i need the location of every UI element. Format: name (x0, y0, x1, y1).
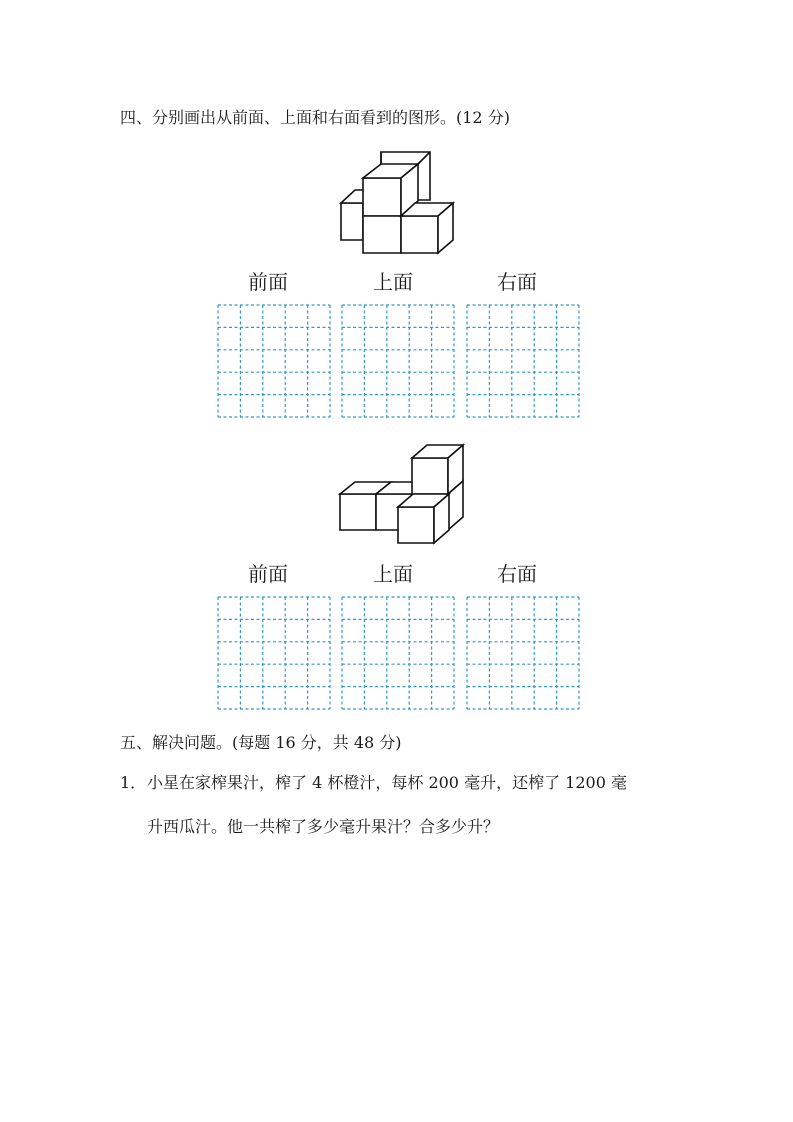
fig1-right-label: 右面 (497, 270, 537, 294)
fig2-cube-middle (376, 482, 427, 530)
fig1-right-grid[interactable] (467, 305, 579, 417)
fig2-cube-right-bottom-side (448, 481, 463, 530)
problem-1-number: 1． (120, 773, 147, 792)
fig1-front-label: 前面 (248, 270, 288, 294)
fig2-cube-front (398, 494, 449, 543)
fig2-front-label: 前面 (248, 562, 288, 586)
fig2-top-grid[interactable] (342, 597, 454, 709)
fig2-cube-right-top (412, 445, 463, 494)
fig1-cube-left (341, 190, 377, 240)
fig2-cube-left (340, 482, 391, 530)
fig1-cube-bottom-middle (363, 216, 401, 253)
problem-1-line-2: 升西瓜汁。他一共榨了多少毫升果汁？合多少升？ (147, 817, 500, 836)
problem-1-line-1: 小星在家榨果汁，榨了 4 杯橙汁，每杯 200 毫升，还榨了 1200 毫 (147, 773, 627, 792)
fig1-front-grid[interactable] (218, 305, 330, 417)
fig2-right-grid[interactable] (467, 597, 579, 709)
fig1-top-label: 上面 (373, 270, 413, 294)
fig2-right-label: 右面 (497, 562, 537, 586)
fig1-cube-bottom-right (401, 203, 453, 253)
fig1-cube-back-top (381, 152, 430, 200)
section-4-heading: 四、分别画出从前面、上面和右面看到的图形。(12 分) (120, 108, 510, 127)
fig1-top-grid[interactable] (342, 305, 454, 417)
section-5-heading: 五、解决问题。(每题 16 分，共 48 分) (120, 733, 402, 752)
fig1-cube-top (363, 152, 430, 216)
fig2-top-label: 上面 (373, 562, 413, 586)
fig2-front-grid[interactable] (218, 597, 330, 709)
